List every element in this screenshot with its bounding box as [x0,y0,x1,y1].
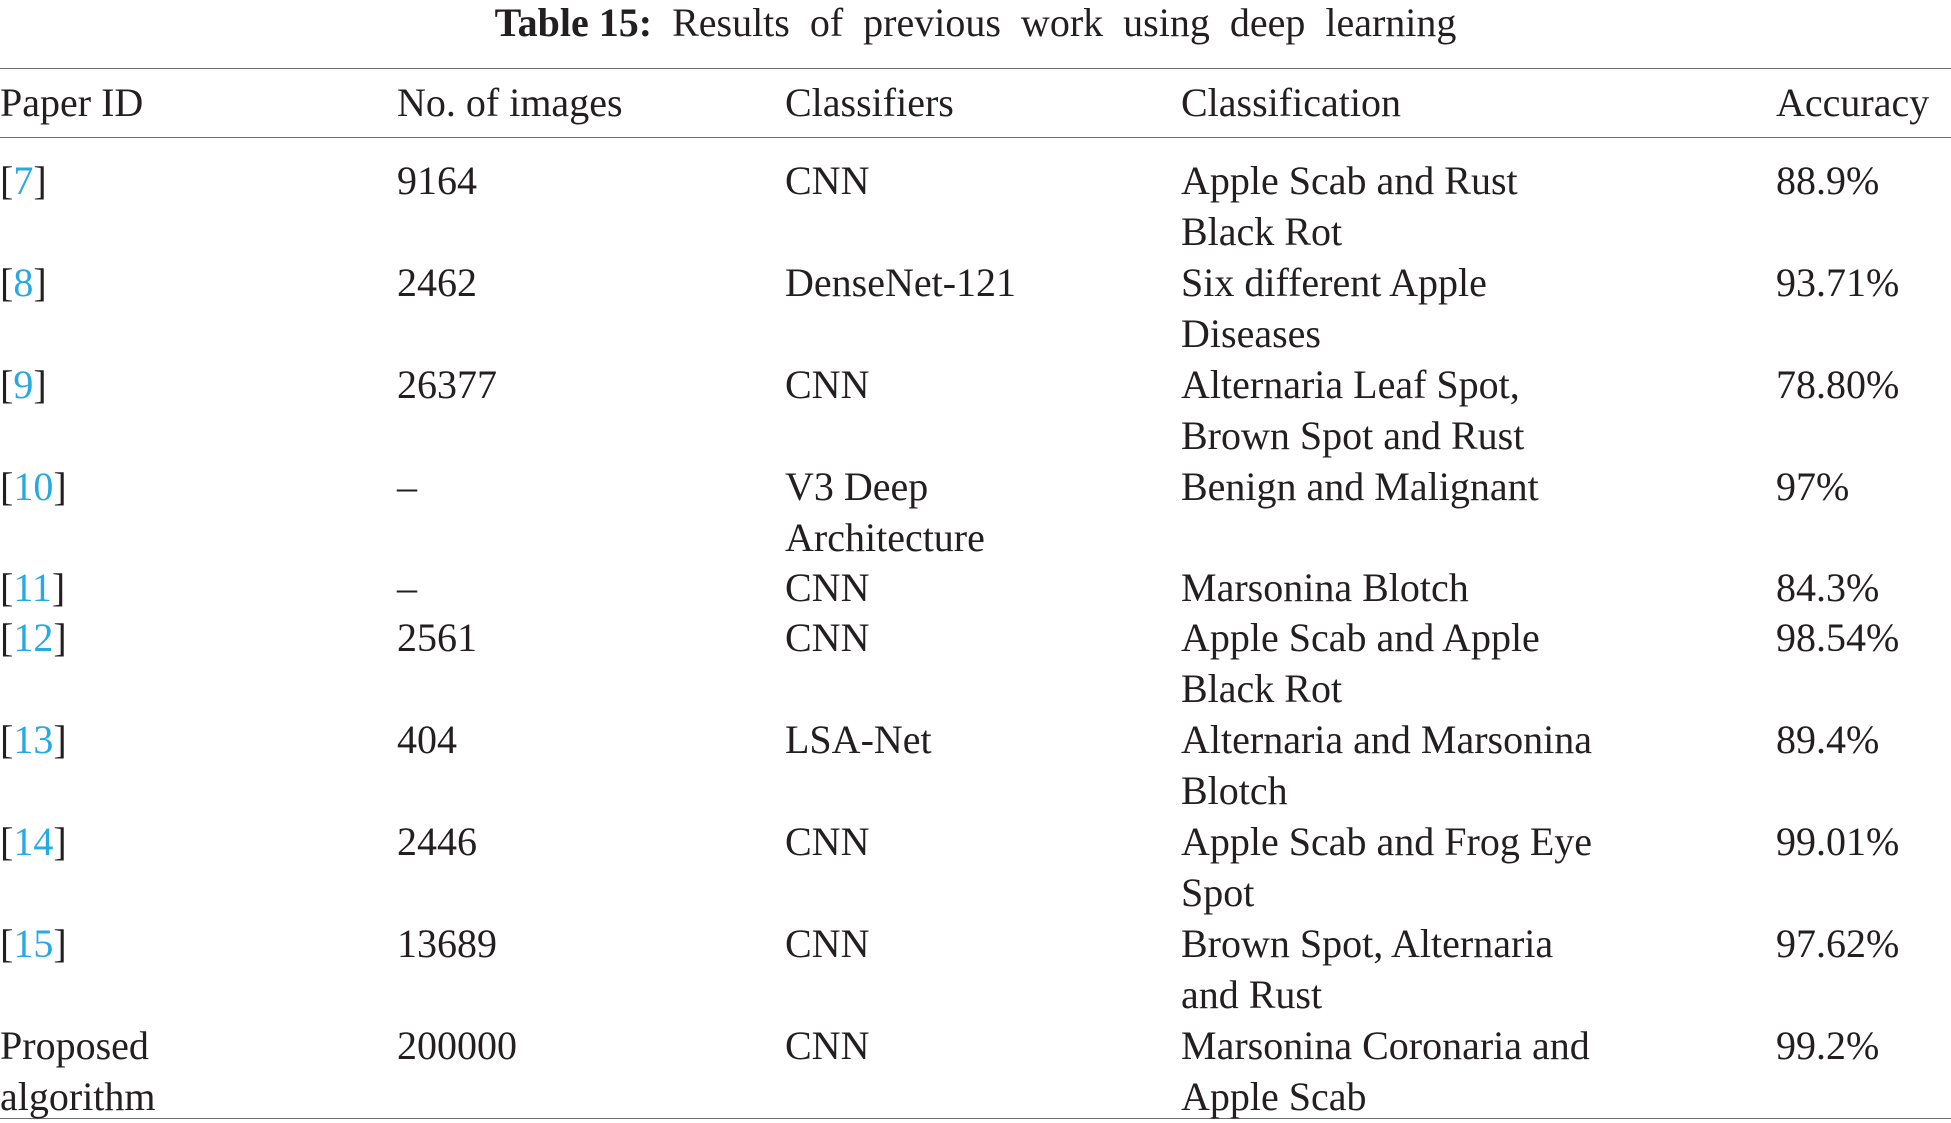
table-row [0,1020,1951,1122]
paper-id-cell: [15] [0,921,67,966]
classification-line: Diseases [1181,311,1321,356]
classifier-line: CNN [785,615,870,660]
images-cell: 13689 [397,921,497,966]
table-caption [0,0,1951,46]
accuracy-cell: 93.71% [1776,260,1900,305]
paper-id-cell: [11] [0,565,66,610]
images-cell: 26377 [397,362,497,407]
paper-id-cell: [10] [0,464,67,509]
paper-id-cell [0,1020,397,1122]
classification-cell [1181,461,1776,563]
classifier-line: LSA-Net [785,717,932,762]
classification-line: Marsonina Coronaria and [1181,1023,1590,1068]
images-cell: – [397,565,417,610]
citation-link[interactable]: 15 [13,921,54,966]
classification-cell [1181,612,1776,714]
classification-line: Benign and Malignant [1181,464,1539,509]
classification-line: Alternaria and Marsonina [1181,717,1592,762]
header-accuracy: Accuracy [1776,80,1930,125]
classification-line: Brown Spot and Rust [1181,413,1525,458]
paper-id-cell: [8] [0,260,47,305]
classification-line: Apple Scab and Frog Eye [1181,819,1593,864]
classification-cell [1181,918,1776,1020]
images-cell: 2561 [397,615,477,660]
table-top-rule [0,68,1951,69]
citation-link[interactable]: 13 [13,717,54,762]
accuracy-cell: 97.62% [1776,921,1900,966]
classification-line: Marsonina Blotch [1181,565,1469,610]
citation-link[interactable]: 8 [13,260,34,305]
classification-line: and Rust [1181,972,1323,1017]
classification-line: Apple Scab and Rust [1181,158,1518,203]
images-cell: 2446 [397,819,477,864]
classifier-line: V3 Deep [785,464,929,509]
classification-line: Brown Spot, Alternaria [1181,921,1554,966]
accuracy-cell: 88.9% [1776,158,1880,203]
accuracy-cell: 99.01% [1776,819,1900,864]
citation-link[interactable]: 10 [13,464,54,509]
classification-cell [1181,359,1776,461]
classifier-cell [785,359,1181,461]
classification-cell [1181,714,1776,816]
accuracy-cell: 89.4% [1776,717,1880,762]
table-row [0,714,1951,816]
citation-link[interactable]: 9 [13,362,34,407]
images-cell: – [397,464,417,509]
table-row [0,816,1951,918]
paper-id-cell: [13] [0,717,67,762]
classification-line: Apple Scab [1181,1074,1367,1119]
table-caption-text: Results of previous work using deep learning [672,0,1457,45]
paper-id-line: algorithm [0,1074,156,1119]
citation-link[interactable]: 7 [13,158,34,203]
classifier-cell [785,563,1181,612]
classification-cell [1181,137,1776,257]
images-cell: 2462 [397,260,477,305]
images-cell: 9164 [397,158,477,203]
classifier-cell [785,1020,1181,1122]
accuracy-cell: 99.2% [1776,1023,1880,1068]
paper-id-cell: [14] [0,819,67,864]
classification-cell [1181,816,1776,918]
table-row [0,359,1951,461]
table-row [0,918,1951,1020]
classifier-line: CNN [785,362,870,407]
citation-link[interactable]: 11 [13,565,52,610]
classification-line: Alternaria Leaf Spot, [1181,362,1520,407]
classification-line: Blotch [1181,768,1288,813]
citation-link[interactable]: 12 [13,615,54,660]
classification-line: Six different Apple [1181,260,1487,305]
paper-id-cell: [7] [0,158,47,203]
header-no-of-images: No. of images [397,80,623,125]
accuracy-cell: 97% [1776,464,1850,509]
paper-id-line: Proposed [0,1023,149,1068]
table-caption-label: Table 15: [494,0,653,45]
table-row [0,257,1951,359]
classifier-line: CNN [785,1023,870,1068]
paper-id-cell: [9] [0,362,47,407]
classification-line: Black Rot [1181,666,1343,711]
table-row [0,563,1951,612]
classifier-cell [785,137,1181,257]
header-paper-id: Paper ID [0,80,144,125]
classification-cell [1181,563,1776,612]
classifier-line: CNN [785,565,870,610]
classifier-cell [785,816,1181,918]
classifier-line: CNN [785,921,870,966]
images-cell: 200000 [397,1023,517,1068]
classification-cell [1181,1020,1776,1122]
table-row [0,612,1951,714]
classifier-cell [785,257,1181,359]
classifier-cell [785,612,1181,714]
images-cell: 404 [397,717,457,762]
table-header-row [0,72,1951,137]
accuracy-cell: 78.80% [1776,362,1900,407]
classifier-cell [785,461,1181,563]
paper-id-cell: [12] [0,615,67,660]
classifier-line: CNN [785,158,870,203]
classifier-line: Architecture [785,515,985,560]
classification-line: Apple Scab and Apple [1181,615,1540,660]
table-row [0,461,1951,563]
classification-line: Spot [1181,870,1255,915]
classification-cell [1181,257,1776,359]
citation-link[interactable]: 14 [13,819,54,864]
header-classifiers: Classifiers [785,80,954,125]
accuracy-cell: 98.54% [1776,615,1900,660]
results-table [0,72,1951,1122]
classifier-line: CNN [785,819,870,864]
classifier-cell [785,714,1181,816]
classification-line: Black Rot [1181,209,1343,254]
accuracy-cell: 84.3% [1776,565,1880,610]
table-row [0,137,1951,257]
header-classification: Classification [1181,80,1401,125]
classifier-line: DenseNet-121 [785,260,1017,305]
classifier-cell [785,918,1181,1020]
